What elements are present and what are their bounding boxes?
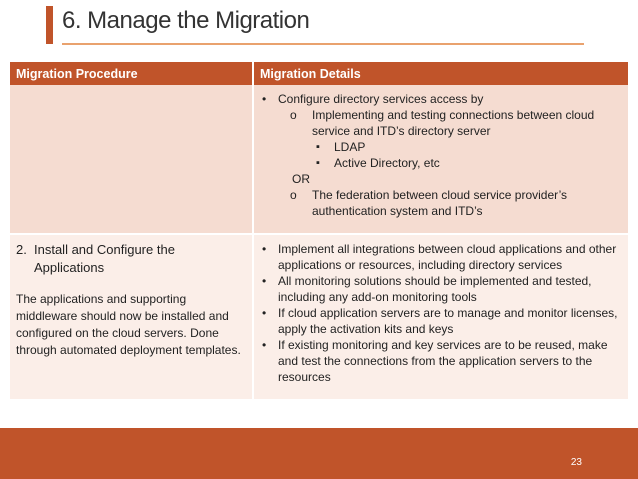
procedure-cell-empty: [10, 85, 253, 234]
table-row: [10, 85, 628, 234]
list-item: • If cloud application servers are to manage and monitor licenses, apply the activation kits and keys: [260, 305, 622, 337]
migration-table: [10, 62, 628, 399]
step-number: 2.: [16, 242, 27, 257]
step-title-line1: Install and Configure the: [34, 242, 175, 257]
details-list: [260, 91, 622, 219]
page-number: 23: [570, 457, 582, 468]
details-cell: [253, 85, 628, 234]
details-list: [260, 241, 622, 385]
table-header-row: [10, 62, 628, 85]
sub-list-item: o The federation between cloud service provider’s authentication system and ITD’s: [278, 187, 622, 219]
sub-sub-list-item: ▪ LDAP: [312, 139, 622, 155]
step-description: The applications and supporting middleware should now be installed and configured on the cloud servers. Done through automated deployment templates.: [16, 292, 241, 357]
footer-bar: [0, 428, 638, 479]
procedure-cell: [10, 234, 253, 399]
list-item: • If existing monitoring and key services are to be reused, make and test the connections from the application servers to the resources: [260, 337, 622, 385]
header-migration-details: Migration Details: [253, 62, 628, 85]
details-cell: [253, 234, 628, 399]
sub-sub-list-item: ▪ Active Directory, etc: [312, 155, 622, 171]
header-migration-procedure: Migration Procedure: [10, 62, 253, 85]
list-item: • All monitoring solutions should be implemented and tested, including any add-on monitoring tools: [260, 273, 622, 305]
table-row: [10, 234, 628, 399]
list-item: • Implement all integrations between cloud applications and other applications or resources, including directory services: [260, 241, 622, 273]
slide-title: 6. Manage the Migration: [62, 7, 310, 34]
step-title-line2: Applications: [34, 260, 105, 275]
title-accent-bar: [46, 6, 53, 44]
list-item: • Configure directory services access by: [260, 91, 622, 107]
or-label: OR: [292, 172, 310, 186]
title-underline: [62, 43, 584, 45]
sub-list-item: o Implementing and testing connections between cloud service and ITD’s directory server: [278, 107, 622, 139]
step-title: [16, 241, 246, 277]
